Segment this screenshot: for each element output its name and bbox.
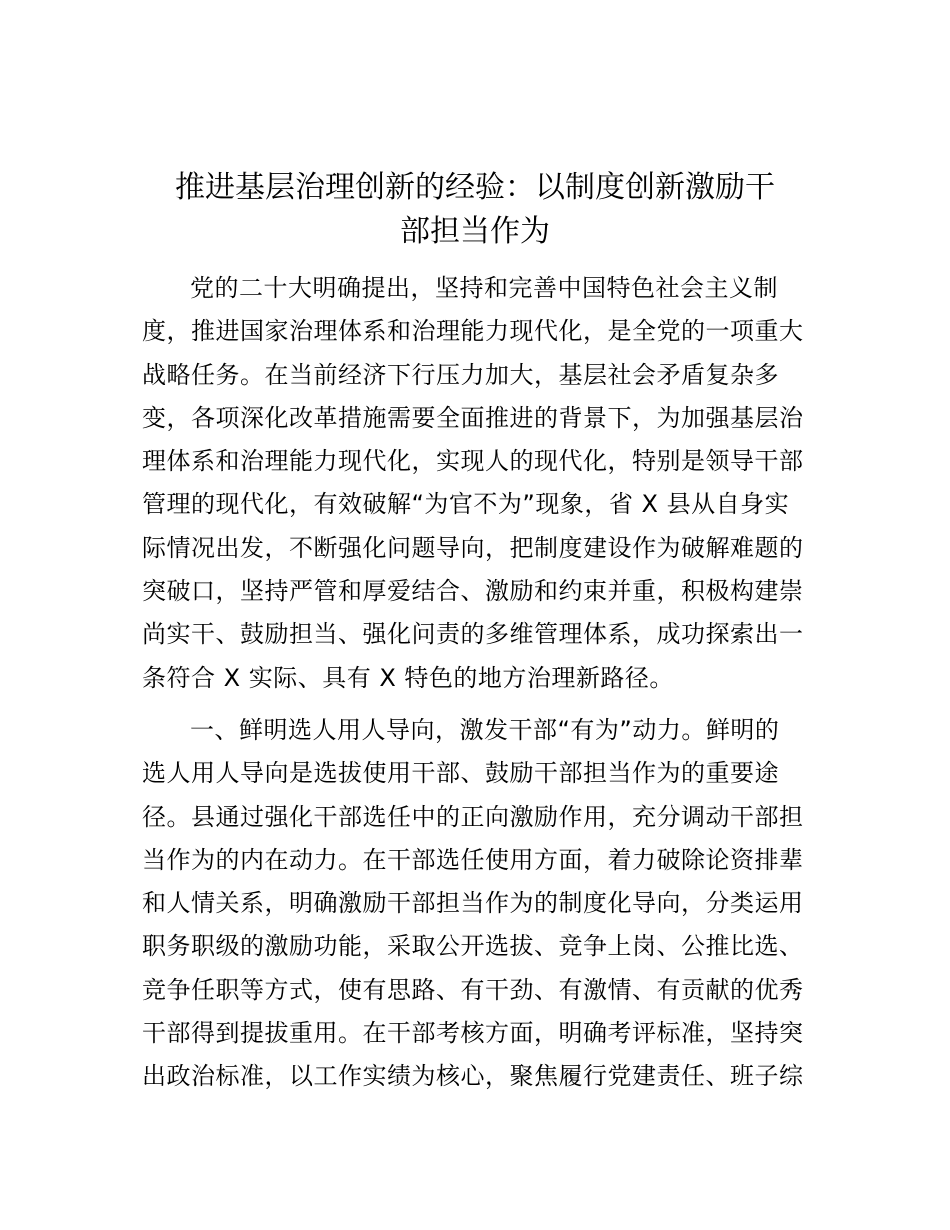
text-line: 径。县通过强化干部选任中的正向激励作用，充分调动干部担	[142, 802, 804, 831]
text-line: 度，推进国家治理体系和治理能力现代化，是全党的一项重大	[142, 317, 804, 346]
text-line: 际情况出发，不断强化问题导向，把制度建设作为破解难题的	[142, 533, 804, 562]
text-line: 竞争任职等方式，使有思路、有干劲、有激情、有贡献的优秀	[142, 975, 804, 1004]
text-line: 和人情关系，明确激励干部担当作为的制度化导向，分类运用	[142, 889, 804, 918]
paragraph-section-one	[142, 709, 822, 1099]
text-line: 管理的现代化，有效破解“为官不为”现象，省 X 县从自身实	[142, 490, 790, 519]
text-line: 选人用人导向是选拔使用干部、鼓励干部担当作为的重要途	[142, 759, 779, 788]
text-line: 尚实干、鼓励担当、强化问责的多维管理体系，成功探索出一	[142, 620, 804, 649]
text-line: 战略任务。在当前经济下行压力加大，基层社会矛盾复杂多	[142, 360, 779, 389]
text-line: 理体系和治理能力现代化，实现人的现代化，特别是领导干部	[142, 447, 804, 476]
title-line: 推进基层治理创新的经验：以制度创新激励干	[175, 170, 775, 205]
text-line: 职务职级的激励功能，采取公开选拔、竞争上岗、公推比选、	[142, 932, 804, 961]
title-line: 部担当作为	[400, 214, 550, 249]
document-title	[130, 166, 820, 254]
text-line: 突破口，坚持严管和厚爱结合、激励和约束并重，积极构建崇	[142, 577, 804, 606]
text-line: 当作为的内在动力。在干部选任使用方面，着力破除论资排辈	[142, 845, 804, 874]
text-line: 干部得到提拔重用。在干部考核方面，明确考评标准，坚持突	[142, 1019, 804, 1048]
text-line: 变，各项深化改革措施需要全面推进的背景下，为加强基层治	[142, 403, 804, 432]
text-line: 一、鲜明选人用人导向，激发干部“有为”动力。鲜明的	[190, 716, 780, 744]
paragraph-intro	[142, 267, 822, 700]
text-line: 党的二十大明确提出，坚持和完善中国特色社会主义制	[190, 274, 778, 302]
text-line: 出政治标准，以工作实绩为核心，聚焦履行党建责任、班子综	[142, 1062, 804, 1091]
text-line: 条符合 X 实际、具有 X 特色的地方治理新路径。	[142, 663, 674, 692]
